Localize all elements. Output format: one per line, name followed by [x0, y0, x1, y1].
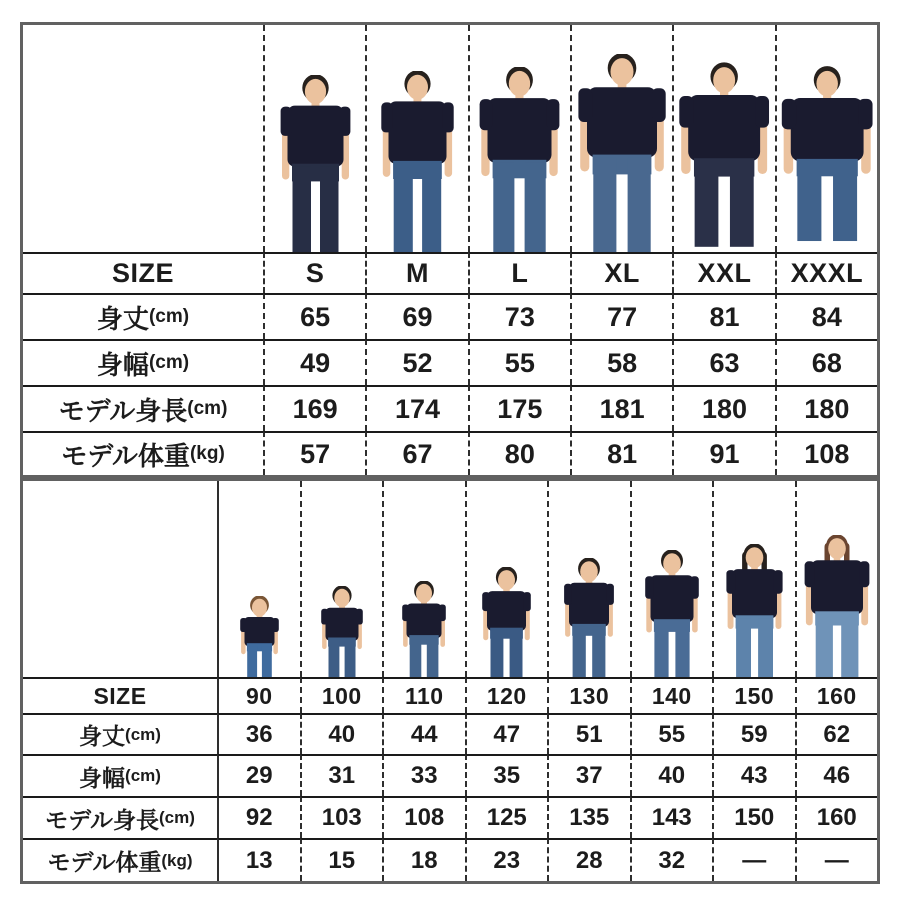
cell-value: 58 [607, 347, 638, 378]
row-label [23, 754, 217, 796]
size-column-header [712, 677, 795, 713]
cell-value: — [742, 846, 767, 874]
size-value: 90 [245, 682, 273, 709]
row-label-text: 身丈 [96, 303, 149, 334]
table-cell [795, 754, 878, 796]
model-figure-90 [235, 596, 284, 677]
cell-value: 13 [245, 846, 273, 874]
size-value: 120 [486, 682, 527, 709]
size-value: S [305, 258, 325, 288]
table-cell [570, 293, 672, 339]
table-cell [263, 339, 365, 385]
cell-value: 40 [328, 720, 356, 748]
table-cell [712, 754, 795, 796]
cell-value: 180 [804, 393, 850, 424]
model-photo-90 [217, 481, 300, 677]
size-header-label [23, 677, 217, 713]
row-label-text: 身幅 [96, 349, 149, 380]
row-label-text: モデル体重 [61, 440, 190, 471]
cell-value: 65 [300, 301, 331, 332]
size-column-header [217, 677, 300, 713]
table-cell [630, 754, 713, 796]
cell-value: 77 [607, 301, 638, 332]
model-photo-140 [630, 481, 713, 677]
table-cell [300, 754, 383, 796]
table-cell [672, 385, 774, 431]
table-cell [217, 796, 300, 838]
row-label-text: 身丈 [79, 723, 126, 749]
row-label-unit: (cm) [125, 766, 161, 785]
size-value: 150 [734, 682, 775, 709]
cell-value: 84 [811, 301, 842, 332]
table-cell [365, 293, 467, 339]
size-column-header [630, 677, 713, 713]
row-label-unit: (cm) [158, 808, 195, 827]
table-cell [465, 796, 548, 838]
table-cell [217, 754, 300, 796]
cell-value: 43 [740, 762, 768, 789]
size-column-header [672, 252, 774, 293]
model-figure-M [376, 71, 459, 252]
table-cell [547, 713, 630, 754]
cell-value: 46 [823, 762, 851, 789]
table-cell [712, 838, 795, 881]
cell-value: 81 [709, 301, 740, 332]
row-label [23, 293, 263, 339]
model-photo-120 [465, 481, 548, 677]
row-label [23, 713, 217, 754]
size-column-header [547, 677, 630, 713]
table-cell [547, 796, 630, 838]
model-figure-120 [477, 567, 536, 677]
table-cell [795, 713, 878, 754]
model-figure-110 [397, 581, 451, 677]
cell-value: 160 [816, 804, 857, 831]
cell-value: — [824, 846, 849, 874]
table-cell [795, 796, 878, 838]
table-cell [300, 796, 383, 838]
model-photo-100 [300, 481, 383, 677]
cell-value: 175 [497, 393, 543, 424]
table-cell [570, 385, 672, 431]
row-label-unit: (cm) [148, 306, 190, 327]
cell-value: 125 [486, 804, 527, 831]
model-figure-100 [316, 586, 368, 677]
size-value: 140 [651, 682, 692, 709]
table-cell [630, 838, 713, 881]
model-photo-S [263, 25, 365, 252]
size-header-label [23, 252, 263, 293]
size-column-header [465, 677, 548, 713]
table-cell [365, 385, 467, 431]
cell-value: 73 [504, 301, 535, 332]
row-label-unit: (cm) [187, 398, 228, 419]
size-value: XL [604, 258, 640, 288]
size-value: XXXL [790, 258, 864, 288]
cell-value: 29 [245, 762, 273, 789]
table-cell [465, 713, 548, 754]
cell-value: 44 [410, 720, 438, 748]
table-cell [465, 838, 548, 881]
row-label [23, 796, 217, 838]
table-cell [570, 339, 672, 385]
model-figure-L [474, 67, 565, 252]
size-column-header [775, 252, 877, 293]
size-column-header [263, 252, 365, 293]
table-cell [217, 713, 300, 754]
cell-value: 143 [651, 804, 692, 831]
table-cell [468, 385, 570, 431]
table-cell [468, 431, 570, 475]
cell-value: 68 [811, 347, 842, 378]
cell-value: 181 [599, 393, 645, 424]
table-cell [672, 293, 774, 339]
size-column-header [795, 677, 878, 713]
row-label [23, 838, 217, 881]
table-cell [630, 796, 713, 838]
cell-value: 31 [328, 762, 356, 789]
table-cell [217, 838, 300, 881]
cell-value: 59 [740, 720, 768, 748]
table-cell [672, 339, 774, 385]
model-photo-XXL [672, 25, 774, 252]
cell-value: 80 [504, 438, 535, 469]
cell-value: 62 [823, 720, 851, 748]
table-cell [775, 385, 877, 431]
model-photo-150 [712, 481, 795, 677]
cell-value: 108 [404, 804, 445, 831]
table-cell [672, 431, 774, 475]
cell-value: 169 [292, 393, 338, 424]
adult-size-table [20, 22, 880, 478]
cell-value: 37 [575, 762, 603, 789]
row-label-text: モデル身長 [58, 395, 188, 426]
model-photo-XL [570, 25, 672, 252]
table-cell [382, 713, 465, 754]
cell-value: 23 [493, 846, 521, 874]
model-photo-160 [795, 481, 878, 677]
table-cell [465, 754, 548, 796]
cell-value: 51 [575, 720, 603, 748]
row-label-unit: (cm) [148, 352, 190, 373]
size-value: 130 [569, 682, 610, 709]
table-cell [547, 754, 630, 796]
table-cell [712, 713, 795, 754]
cell-value: 63 [709, 347, 740, 378]
row-label [23, 385, 263, 431]
model-figure-XXXL [777, 56, 877, 252]
model-figure-140 [640, 550, 704, 677]
cell-value: 69 [402, 301, 433, 332]
photo-label-spacer [23, 481, 217, 677]
kids-size-table [20, 478, 880, 884]
model-photo-M [365, 25, 467, 252]
size-value: L [511, 258, 529, 288]
cell-value: 103 [321, 804, 362, 831]
table-cell [712, 796, 795, 838]
table-cell [365, 431, 467, 475]
table-cell [468, 293, 570, 339]
model-figure-130 [559, 558, 619, 677]
table-cell [775, 431, 877, 475]
table-cell [547, 838, 630, 881]
size-value: 110 [404, 682, 444, 709]
cell-value: 55 [504, 347, 535, 378]
table-cell [300, 713, 383, 754]
size-header-text: SIZE [111, 258, 174, 288]
cell-value: 174 [394, 393, 441, 424]
table-cell [468, 339, 570, 385]
cell-value: 135 [569, 804, 610, 831]
cell-value: 91 [709, 438, 740, 469]
row-label [23, 339, 263, 385]
cell-value: 15 [328, 846, 356, 874]
table-cell [365, 339, 467, 385]
row-label-text: モデル体重 [47, 849, 162, 875]
table-cell [263, 431, 365, 475]
size-value: 160 [816, 682, 857, 709]
row-label-text: 身幅 [79, 764, 126, 791]
table-cell [263, 293, 365, 339]
table-cell [382, 796, 465, 838]
table-cell [775, 339, 877, 385]
table-cell [795, 838, 878, 881]
size-column-header [382, 677, 465, 713]
cell-value: 150 [734, 804, 775, 831]
cell-value: 81 [607, 438, 638, 469]
cell-value: 92 [245, 804, 273, 831]
table-cell [630, 713, 713, 754]
cell-value: 108 [804, 438, 850, 469]
model-figure-S [275, 75, 356, 252]
size-column-header [365, 252, 467, 293]
model-photo-L [468, 25, 570, 252]
cell-value: 57 [300, 438, 331, 469]
cell-value: 47 [493, 720, 521, 748]
cell-value: 67 [402, 438, 433, 469]
model-figure-XL [573, 54, 671, 252]
model-photo-XXXL [775, 25, 877, 252]
model-photo-130 [547, 481, 630, 677]
size-column-header [570, 252, 672, 293]
cell-value: 40 [658, 762, 686, 789]
model-photo-110 [382, 481, 465, 677]
table-cell [300, 838, 383, 881]
size-column-header [300, 677, 383, 713]
table-cell [263, 385, 365, 431]
model-figure-160 [799, 535, 875, 677]
table-cell [382, 838, 465, 881]
row-label-text: モデル身長 [45, 806, 159, 833]
photo-label-spacer [23, 25, 263, 252]
table-cell [570, 431, 672, 475]
size-value: M [405, 258, 429, 288]
row-label-unit: (cm) [125, 724, 161, 744]
size-column-header [468, 252, 570, 293]
row-label [23, 431, 263, 475]
cell-value: 36 [245, 720, 273, 748]
size-header-text: SIZE [93, 682, 147, 709]
cell-value: 33 [410, 762, 438, 789]
cell-value: 49 [300, 347, 331, 378]
row-label-unit: (kg) [161, 850, 193, 870]
cell-value: 55 [658, 720, 686, 748]
model-figure-150 [721, 544, 788, 677]
size-value: XXL [697, 258, 752, 288]
row-label-unit: (kg) [189, 443, 225, 464]
model-figure-XXL [674, 58, 774, 252]
cell-value: 28 [575, 846, 603, 874]
cell-value: 35 [493, 762, 521, 789]
cell-value: 52 [402, 347, 433, 378]
table-cell [382, 754, 465, 796]
cell-value: 32 [658, 846, 686, 874]
cell-value: 180 [701, 393, 748, 424]
table-cell [775, 293, 877, 339]
size-value: 100 [321, 682, 362, 709]
cell-value: 18 [410, 846, 438, 874]
